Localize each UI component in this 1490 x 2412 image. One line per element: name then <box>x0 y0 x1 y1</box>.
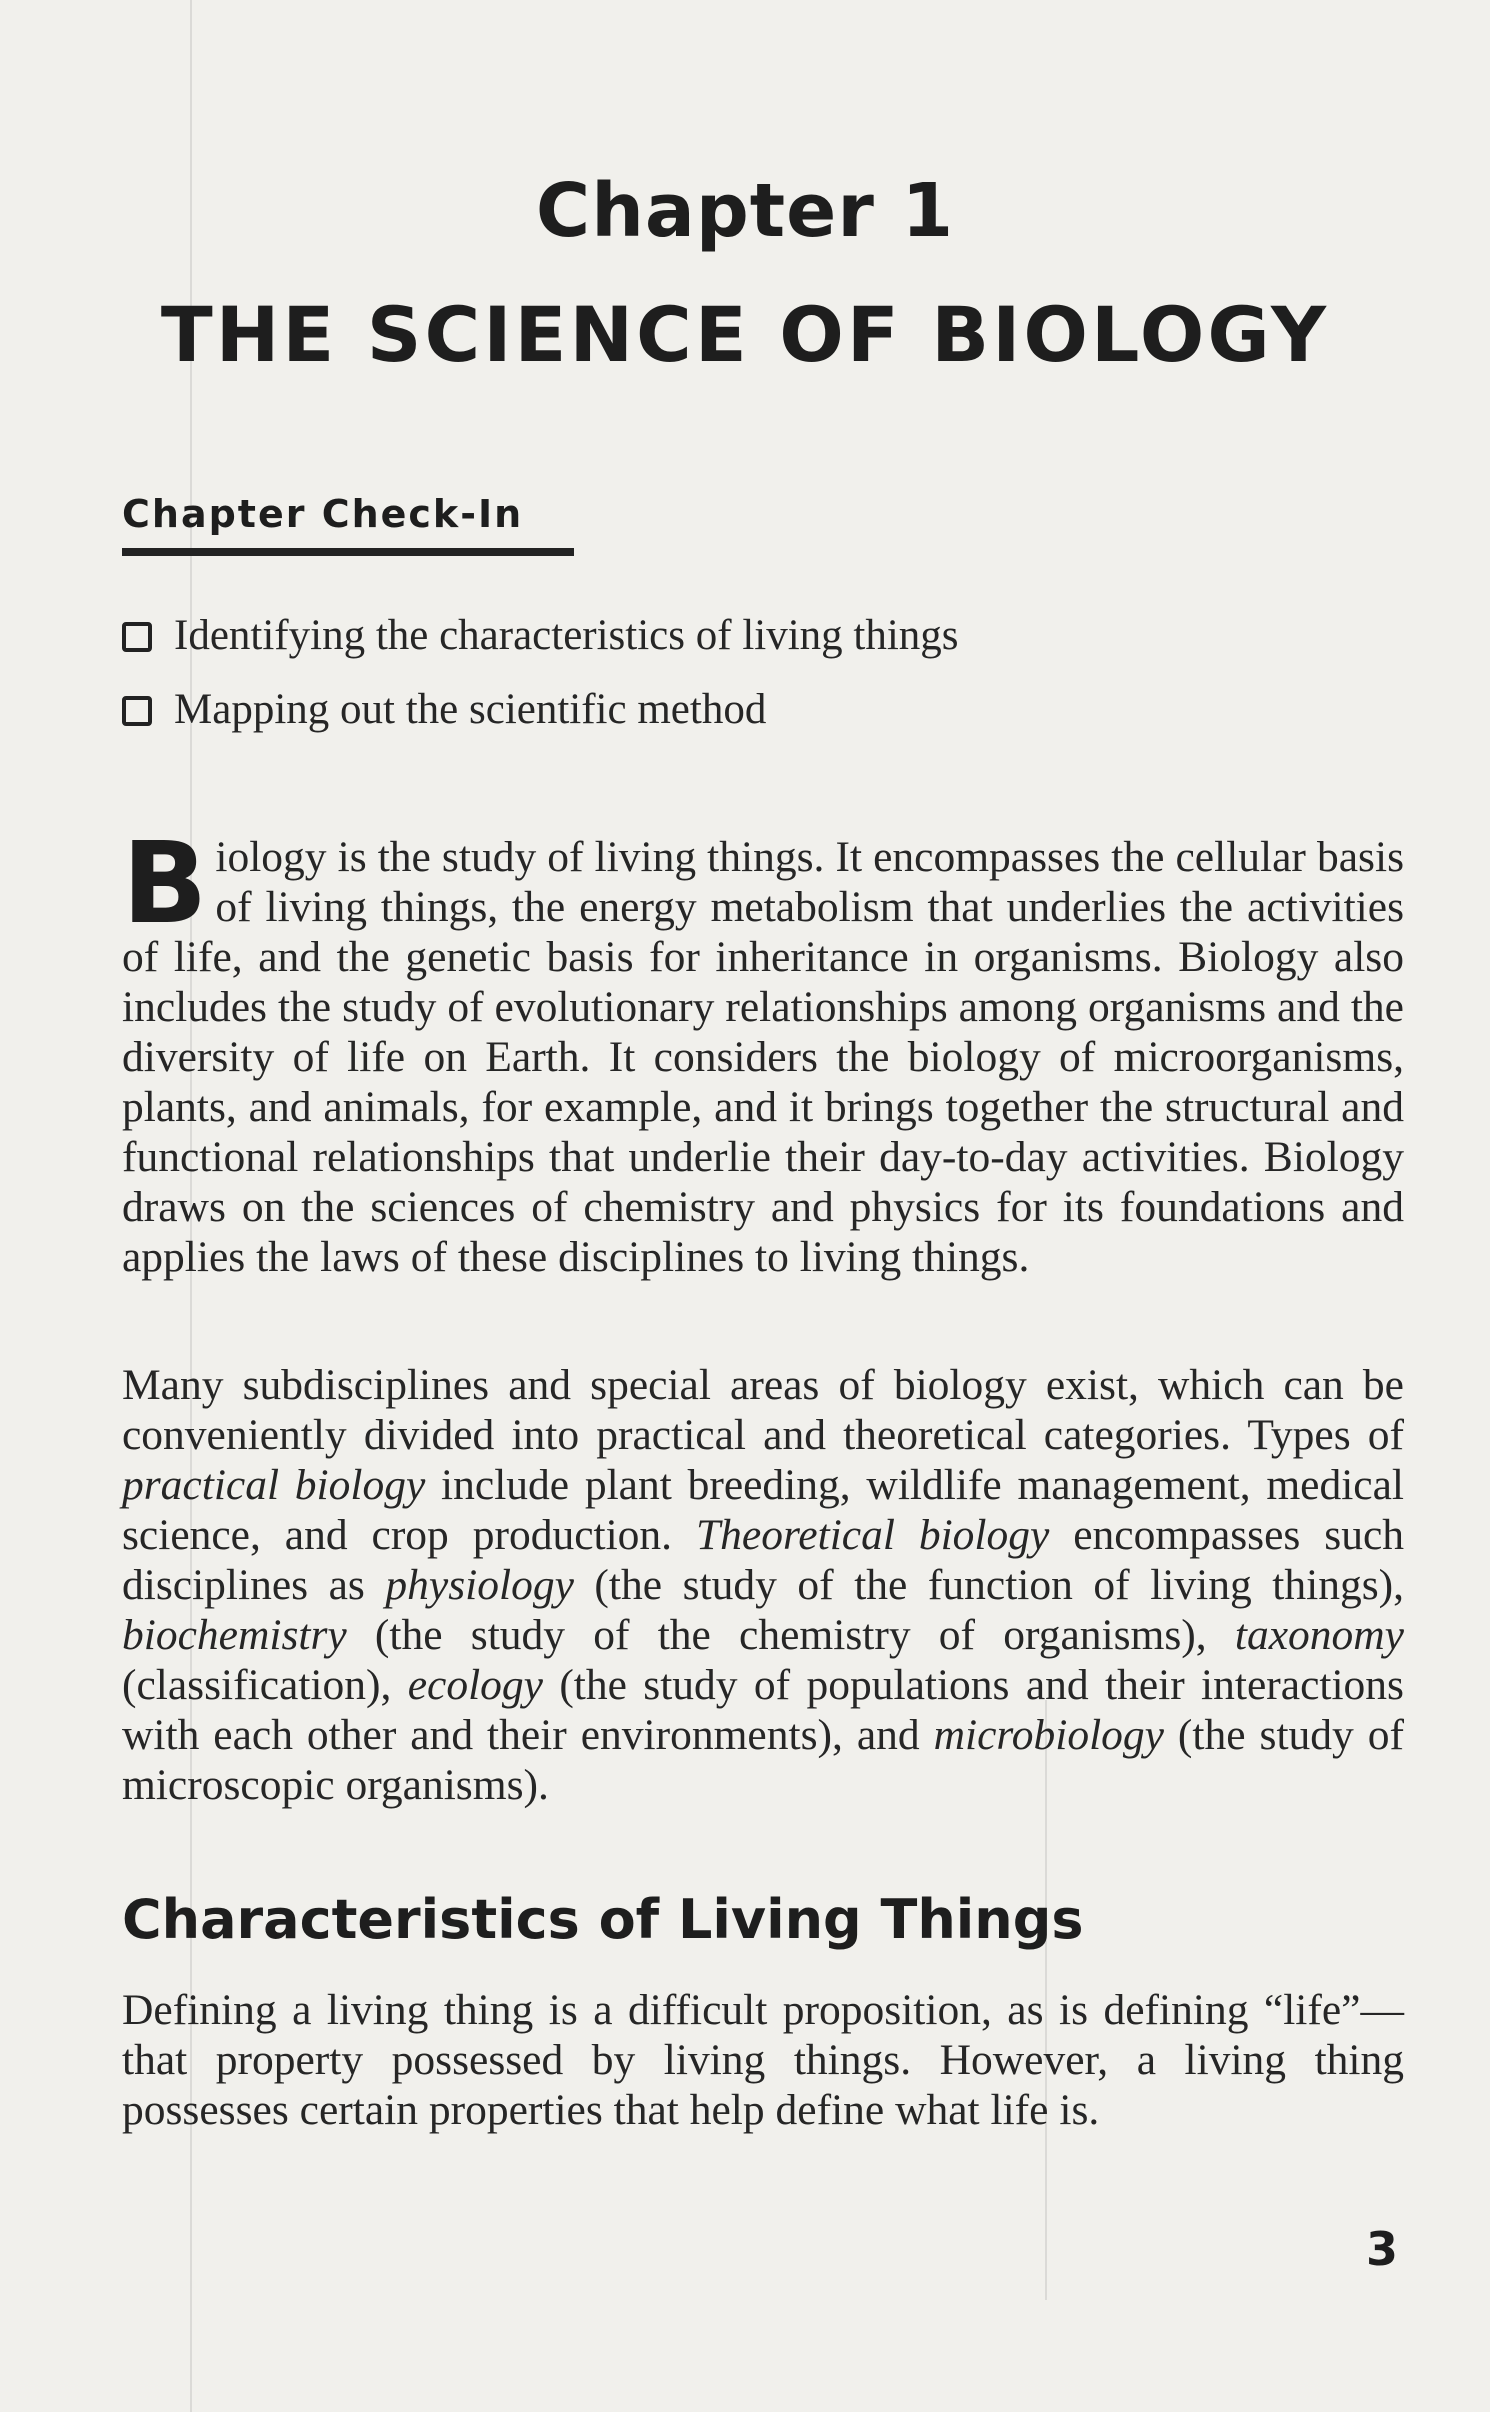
section-paragraph: Defining a living thing is a difficult proposition, as is defining “life”—that property possessed by living things. However, a living thing possesses certain properties that help define what life is. <box>122 1986 1404 2134</box>
term-ecology: ecology <box>407 1661 543 1709</box>
chapter-title: THE SCIENCE OF BIOLOGY <box>160 290 1330 379</box>
term-physiology: physiology <box>385 1561 574 1609</box>
check-in-item-text: Identifying the characteristics of living things <box>174 611 959 659</box>
check-in-heading: Chapter Check-In <box>122 492 524 536</box>
text-run: encompasses such disciplines as <box>122 1511 1404 1609</box>
term-taxonomy: taxonomy <box>1234 1611 1404 1659</box>
term-theoretical-biology: Theoretical biology <box>695 1511 1050 1559</box>
text-run: Many subdisciplines and special areas of biology exist, which can be conveniently divided into practical and theoretical categories. Types of <box>122 1361 1404 1459</box>
checkbox-icon <box>122 622 152 652</box>
chapter-number: Chapter 1 <box>535 168 955 254</box>
drop-cap: B <box>122 819 208 949</box>
text-run: (the study of the function of living things), <box>573 1561 1404 1609</box>
intro-paragraph-text: iology is the study of living things. It encompasses the cellular basis of living things, the energy metabolism that underlies the activities of life, and the genetic basis for inheritance in organisms. Biology also includes the study of evolutionary relationships among organisms and the diversity of life on Earth. It considers the biology of microorganisms, plants, and animals, for example, and it brings together the structural and functional relationships that underlie their day-to-day activities. Biology draws on the sciences of chemistry and physics for its foundations and applies the laws of these disciplines to living things. <box>122 833 1404 1281</box>
text-run: (the study of the chemistry of organisms), <box>346 1611 1235 1659</box>
intro-paragraph <box>122 819 1404 1282</box>
checkbox-icon <box>122 696 152 726</box>
check-in-item <box>122 598 959 672</box>
text-run: include plant breeding, wildlife management, medical science, and crop production. <box>122 1461 1405 1559</box>
check-in-item-text: Mapping out the scientific method <box>174 685 767 733</box>
term-microbiology: microbiology <box>933 1711 1164 1759</box>
text-run: (classification), <box>122 1661 408 1709</box>
check-in-list <box>122 598 959 746</box>
check-in-item <box>122 672 959 746</box>
text-run: (the study of populations and their interactions with each other and their environments), and <box>122 1661 1404 1759</box>
section-heading: Characteristics of Living Things <box>122 1888 1084 1951</box>
text-run: (the study of microscopic organisms). <box>122 1711 1404 1809</box>
term-biochemistry: biochemistry <box>122 1611 347 1659</box>
check-in-rule <box>122 548 574 556</box>
page-number: 3 <box>1365 2222 1398 2276</box>
subdisciplines-paragraph <box>122 1360 1404 1810</box>
term-practical-biology: practical biology <box>122 1461 426 1509</box>
